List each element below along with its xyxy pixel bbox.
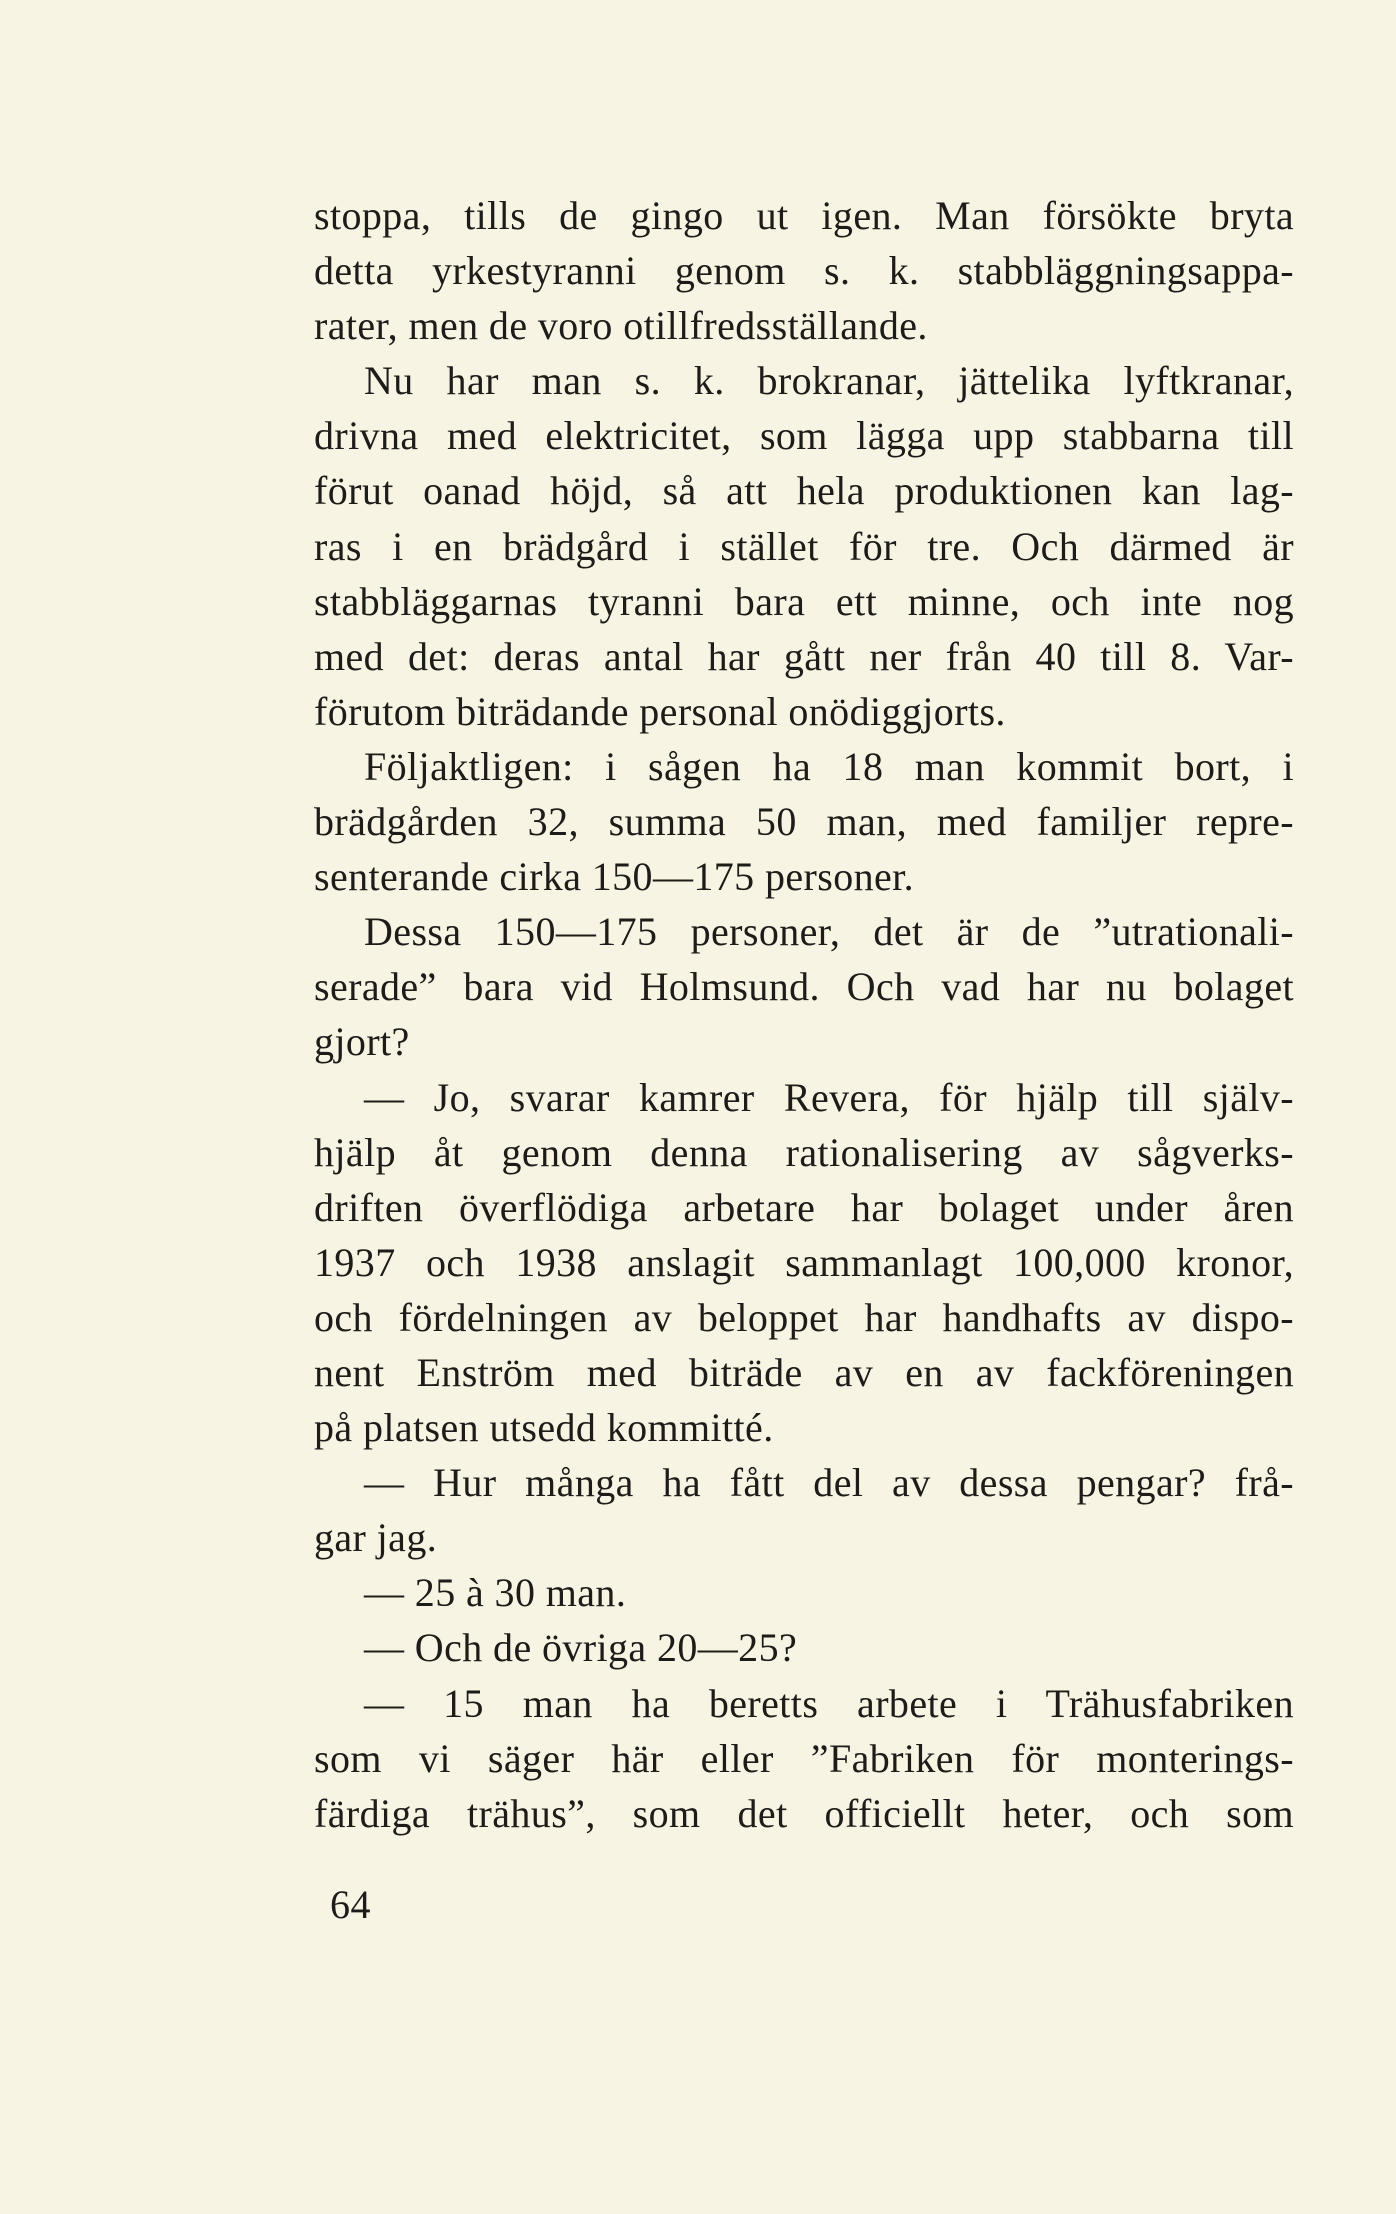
text-line: drivna med elektricitet, som lägga upp stabbarna till	[314, 413, 1294, 459]
text-line: hjälp åt genom denna rationalisering av sågverks-	[314, 1129, 1294, 1175]
text-line: senterande cirka 150—175 personer.	[314, 854, 915, 900]
text-line: förut oanad höjd, så att hela produktionen kan lag-	[314, 468, 1294, 514]
text-line: brädgården 32, summa 50 man, med familjer repre-	[314, 799, 1294, 845]
text-line: — 25 à 30 man.	[364, 1570, 627, 1616]
text-line: som vi säger här eller ”Fabriken för monterings-	[314, 1735, 1294, 1781]
text-line: Följaktligen: i sågen ha 18 man kommit bort, i	[364, 743, 1294, 789]
text-line: serade” bara vid Holmsund. Och vad har nu bolaget	[314, 964, 1294, 1010]
text-line: gar jag.	[314, 1515, 438, 1561]
body-text	[314, 188, 1294, 1841]
text-line: och fördelningen av beloppet har handhafts av dispo-	[314, 1294, 1294, 1340]
text-line: ras i en brädgård i stället för tre. Och därmed är	[314, 523, 1294, 569]
text-line: — Hur många ha fått del av dessa pengar? frå-	[364, 1460, 1294, 1506]
text-line: stoppa, tills de gingo ut igen. Man försökte bryta	[314, 193, 1294, 238]
text-line: Dessa 150—175 personer, det är de ”utrationali-	[364, 909, 1294, 955]
text-line: rater, men de voro otillfredsställande.	[314, 303, 928, 349]
text-line: — 15 man ha beretts arbete i Trähusfabriken	[364, 1680, 1294, 1726]
text-line: nent Enström med biträde av en av fackföreningen	[314, 1349, 1294, 1395]
text-line: — Och de övriga 20—25?	[364, 1625, 798, 1671]
text-line: 1937 och 1938 anslagit sammanlagt 100,000 kronor,	[314, 1239, 1294, 1285]
text-line: — Jo, svarar kamrer Revera, för hjälp till själv-	[364, 1074, 1294, 1120]
text-line: driften överflödiga arbetare har bolaget under åren	[314, 1184, 1294, 1230]
text-line: med det: deras antal har gått ner från 40 till 8. Var-	[314, 633, 1294, 679]
text-line: stabbläggarnas tyranni bara ett minne, och inte nog	[314, 578, 1294, 624]
text-line: på platsen utsedd kommitté.	[314, 1405, 774, 1451]
text-line: detta yrkestyranni genom s. k. stabbläggningsappa-	[314, 248, 1294, 294]
text-line: färdiga trähus”, som det officiellt heter, och som	[314, 1790, 1294, 1836]
text-line: gjort?	[314, 1019, 410, 1065]
text-line: Nu har man s. k. brokranar, jättelika lyftkranar,	[364, 358, 1294, 404]
text-line: förutom biträdande personal onödiggjorts.	[314, 688, 1006, 734]
page-number: 64	[330, 1882, 371, 1927]
